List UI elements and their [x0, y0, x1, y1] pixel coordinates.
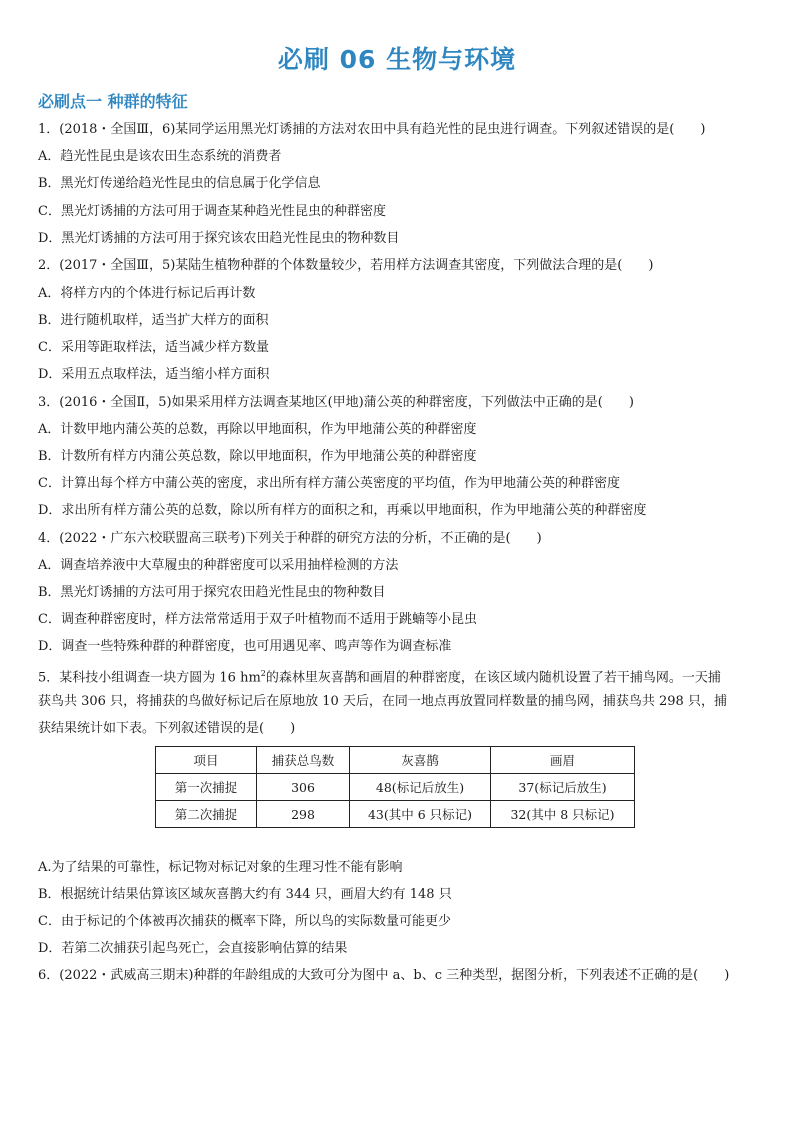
q4-option-b: B．黑光灯诱捕的方法可用于探究农田趋光性昆虫的物种数目 — [38, 585, 386, 600]
q5-stem-line1-post: 的森林里灰喜鹊和画眉的种群密度，在该区域内随机设置了若干捕鸟网。一天捕 — [265, 670, 721, 686]
table-row — [156, 801, 635, 828]
section-heading: 必刷点一 种群的特征 — [38, 92, 188, 111]
q5-stem-line1 — [38, 666, 721, 686]
q2-stem: 2．(2017・全国Ⅲ，5)某陆生植物种群的个体数量较少，若用样方法调查其密度，下列做法合理的是( ) — [38, 258, 654, 273]
q5-option-a: A.为了结果的可靠性，标记物对标记对象的生理习性不能有影响 — [38, 860, 403, 875]
q5-stem-line1-pre: 5．某科技小组调查一块方圆为 16 hm — [38, 670, 261, 686]
q1-option-c: C．黑光灯诱捕的方法可用于调查某种趋光性昆虫的种群密度 — [38, 204, 386, 219]
table-cell: 32(其中 8 只标记) — [491, 801, 635, 828]
q3-option-c: C．计算出每个样方中蒲公英的密度，求出所有样方蒲公英密度的平均值，作为甲地蒲公英的种群密度 — [38, 476, 620, 491]
table-cell: 306 — [257, 774, 350, 801]
q6-stem: 6．(2022・武威高三期末)种群的年龄组成的大致可分为图中 a、b、c 三种类型，据图分析，下列表述不正确的是( ) — [38, 968, 730, 983]
table-header-cell: 画眉 — [491, 747, 635, 774]
q3-option-a: A．计数甲地内蒲公英的总数，再除以甲地面积，作为甲地蒲公英的种群密度 — [38, 422, 477, 437]
q5-stem-line2: 获鸟共 306 只，将捕获的鸟做好标记后在原地放 10 天后，在同一地点再放置同样数量的捕鸟网，捕获鸟共 298 只，捕 — [38, 694, 727, 709]
q2-option-d: D．采用五点取样法，适当缩小样方面积 — [38, 367, 270, 382]
q3-option-d: D．求出所有样方蒲公英的总数，除以所有样方的面积之和，再乘以甲地面积，作为甲地蒲公英的种群密度 — [38, 503, 647, 518]
q4-option-c: C．调查种群密度时，样方法常常适用于双子叶植物而不适用于跳蝻等小昆虫 — [38, 612, 477, 627]
table-cell: 298 — [257, 801, 350, 828]
q3-stem: 3．(2016・全国Ⅱ，5)如果采用样方法调查某地区(甲地)蒲公英的种群密度，下列做法中正确的是( ) — [38, 395, 634, 410]
q1-option-a: A．趋光性昆虫是该农田生态系统的消费者 — [38, 149, 282, 164]
q1-option-b: B．黑光灯传递给趋光性昆虫的信息属于化学信息 — [38, 176, 321, 191]
table-header-cell: 项目 — [156, 747, 257, 774]
table-row — [156, 774, 635, 801]
table-header-cell: 灰喜鹊 — [350, 747, 491, 774]
q5-option-d: D．若第二次捕获引起鸟死亡，会直接影响估算的结果 — [38, 941, 348, 956]
q4-stem: 4．(2022・广东六校联盟高三联考)下列关于种群的研究方法的分析，不正确的是( ) — [38, 531, 542, 546]
q3-option-b: B．计数所有样方内蒲公英总数，除以甲地面积，作为甲地蒲公英的种群密度 — [38, 449, 477, 464]
table-cell: 第二次捕捉 — [156, 801, 257, 828]
q5-option-b: B．根据统计结果估算该区域灰喜鹊大约有 344 只，画眉大约有 148 只 — [38, 887, 452, 902]
q2-option-b: B．进行随机取样，适当扩大样方的面积 — [38, 313, 269, 328]
table-cell: 48(标记后放生) — [350, 774, 491, 801]
q5-option-c: C．由于标记的个体被再次捕获的概率下降，所以鸟的实际数量可能更少 — [38, 914, 451, 929]
capture-data-table — [155, 746, 635, 828]
table-header-row — [156, 747, 635, 774]
q2-option-a: A．将样方内的个体进行标记后再计数 — [38, 286, 256, 301]
table-header-cell: 捕获总鸟数 — [257, 747, 350, 774]
q2-option-c: C．采用等距取样法，适当减少样方数量 — [38, 340, 269, 355]
table-cell: 43(其中 6 只标记) — [350, 801, 491, 828]
q4-option-d: D．调查一些特殊种群的种群密度，也可用遇见率、鸣声等作为调查标准 — [38, 639, 452, 654]
q1-stem: 1．(2018・全国Ⅲ，6)某同学运用黑光灯诱捕的方法对农田中具有趋光性的昆虫进行调查。下列叙述错误的是( ) — [38, 122, 706, 137]
q5-area-unit-exponent: 2 — [260, 669, 266, 678]
table-cell: 37(标记后放生) — [491, 774, 635, 801]
q4-option-a: A．调查培养液中大草履虫的种群密度可以采用抽样检测的方法 — [38, 558, 399, 573]
q1-option-d: D．黑光灯诱捕的方法可用于探究该农田趋光性昆虫的物种数目 — [38, 231, 400, 246]
q5-stem-line3: 获结果统计如下表。下列叙述错误的是( ) — [38, 721, 296, 736]
page-title: 必刷 06 生物与环境 — [277, 45, 517, 74]
table-cell: 第一次捕捉 — [156, 774, 257, 801]
